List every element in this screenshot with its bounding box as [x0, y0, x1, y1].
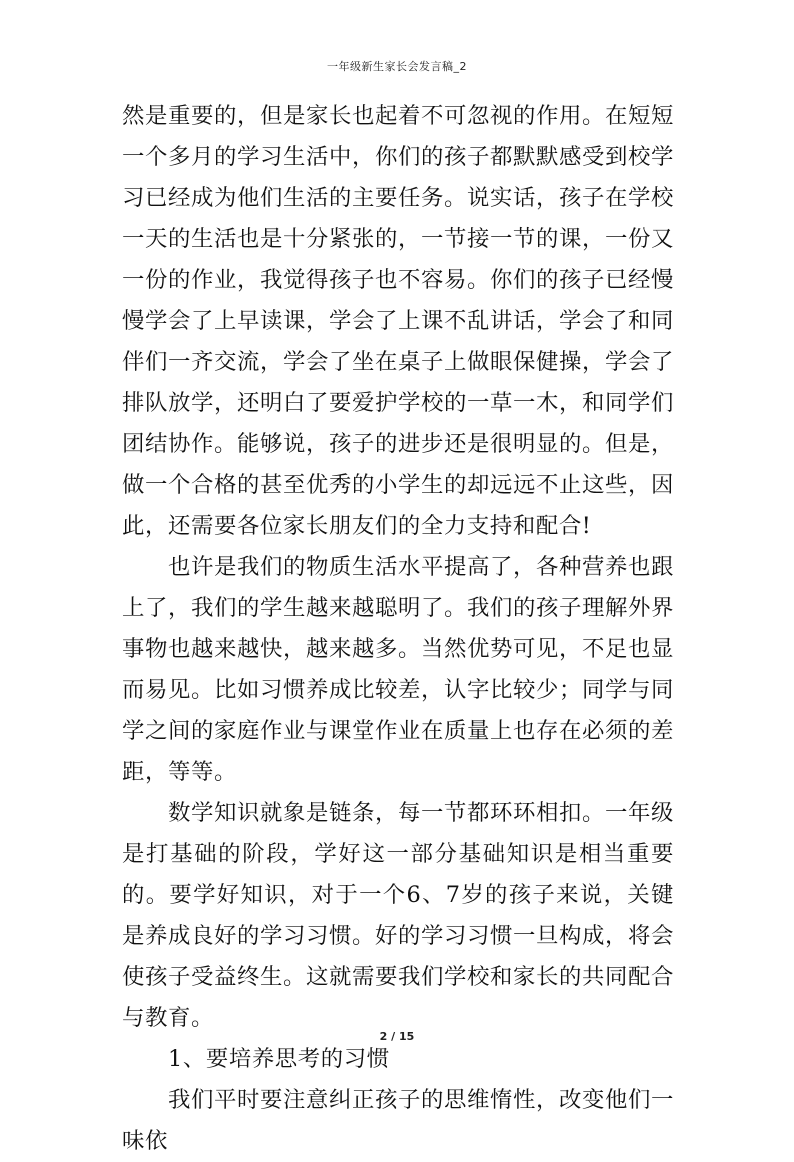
paragraph: 我们平时要注意纠正孩子的思维惰性，改变他们一味依	[122, 1087, 674, 1154]
paragraph: 数学知识就象是链条，每一节都环环相扣。一年级是打基础的阶段，学好这一部分基础知识是相当重要的。要学好知识，对于一个6、7岁的孩子来说，关键是养成良好的学习习惯。好的学习习惯一旦构成，将会使孩子受益终生。这就需要我们学校和家长的共同配合与教育。	[122, 800, 674, 1031]
body-text	[122, 96, 674, 1162]
section-heading: 1、要培养思考的习惯	[168, 1046, 390, 1072]
paragraph: 然是重要的，但是家长也起着不可忽视的作用。在短短一个多月的学习生活中，你们的孩子都默默感受到校学习已经成为他们生活的主要任务。说实话，孩子在学校一天的生活也是十分紧张的，一节接一节的课，一份又一份的作业，我觉得孩子也不容易。你们的孩子已经慢慢学会了上早读课，学会了上课不乱讲话，学会了和同伴们一齐交流，学会了坐在桌子上做眼保健操，学会了排队放学，还明白了要爱护学校的一草一木，和同学们团结协作。能够说，孩子的进步还是很明显的。但是，做一个合格的甚至优秀的小学生的却远远不止这些，因此，还需要各位家长朋友们的全力支持和配合!	[122, 103, 674, 539]
paragraph: 也许是我们的物质生活水平提高了，各种营养也跟上了，我们的学生越来越聪明了。我们的孩子理解外界事物也越来越快，越来越多。当然优势可见，不足也显而易见。比如习惯养成比较差，认字比较少；同学与同学之间的家庭作业与课堂作业在质量上也存在必须的差距，等等。	[122, 554, 674, 785]
running-header: 一年级新生家长会发言稿_2	[327, 60, 467, 73]
page-number: 2 / 15	[379, 1030, 415, 1043]
